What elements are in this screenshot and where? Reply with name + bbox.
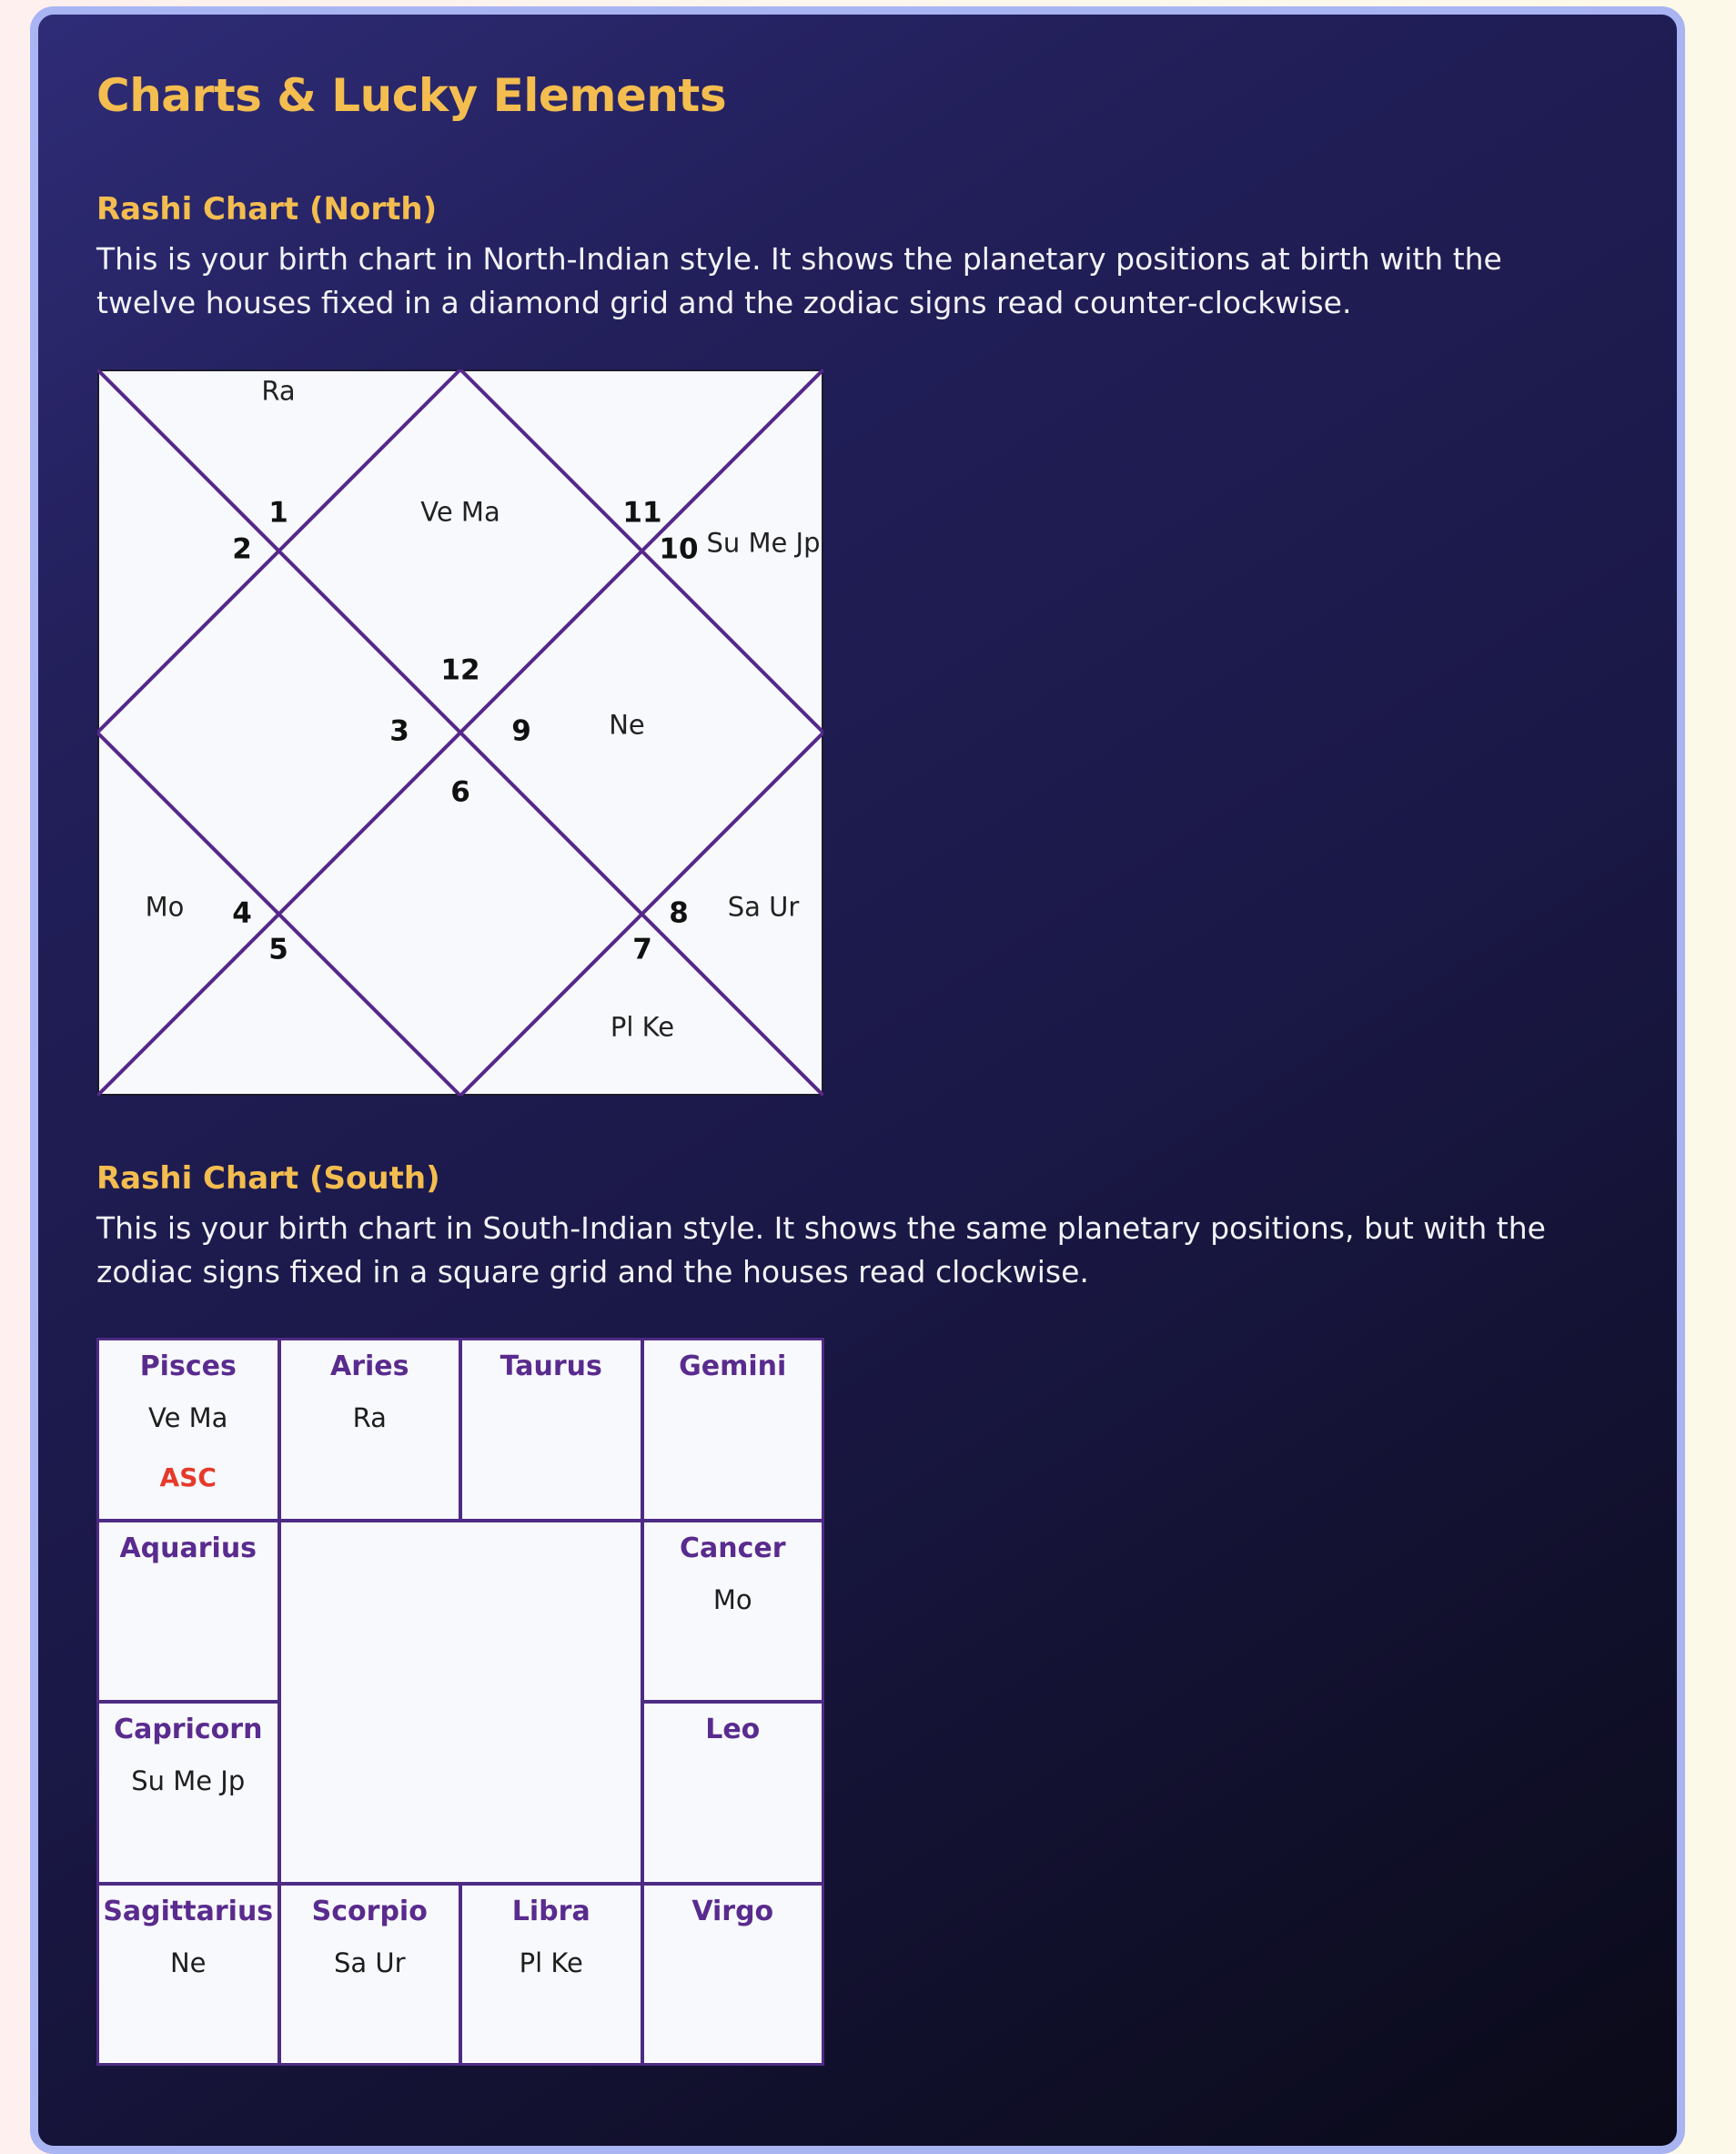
cell-aquarius <box>99 1522 278 1701</box>
cell-planets <box>644 1950 823 1977</box>
cell-planets: Sa Ur <box>333 1947 406 1978</box>
cell-sagittarius <box>99 1886 278 2064</box>
cell-taurus <box>462 1340 641 1519</box>
ascendant-marker: ASC <box>159 1462 217 1492</box>
cell-planets: Ne <box>169 1947 207 1978</box>
south-chart-description: This is your birth chart in South-Indian style. It shows the same planetary positions, but with the zodiac signs fixed in a square grid and the houses read clockwise. <box>96 1210 1546 1289</box>
page-title: Charts & Lucky Elements <box>96 69 727 122</box>
planets-house-2: Ra <box>261 375 296 407</box>
cell-planets <box>644 1768 823 1795</box>
north-chart-description: This is your birth chart in North-Indian style. It shows the planetary positions at birth with the twelve houses fixed in a diamond grid and the zodiac signs read counter-clockwise. <box>96 241 1502 320</box>
planets-house-8: Sa Ur <box>727 891 800 923</box>
cell-planets: Su Me Jp <box>131 1765 246 1796</box>
chart-center-blank <box>281 1522 641 1882</box>
cell-virgo <box>644 1886 823 2064</box>
cell-capricorn <box>99 1704 278 1882</box>
north-chart-lines <box>97 369 823 1096</box>
house-number-7: 7 <box>632 933 652 966</box>
south-indian-chart <box>96 1338 824 2066</box>
house-number-8: 8 <box>669 896 689 930</box>
cell-planets <box>462 1405 641 1431</box>
cell-gemini <box>644 1340 823 1519</box>
sign-label: Aquarius <box>119 1532 257 1564</box>
sign-label: Cancer <box>679 1532 786 1564</box>
sign-label: Capricorn <box>114 1714 263 1745</box>
planets-house-11: Su Me Jp <box>706 527 821 559</box>
planets-house-7: Pl Ke <box>610 1011 675 1043</box>
house-number-5: 5 <box>268 933 288 966</box>
sign-label: Scorpio <box>311 1895 428 1927</box>
cell-planets: Pl Ke <box>519 1947 583 1978</box>
north-indian-chart <box>97 369 823 1096</box>
house-number-10: 10 <box>659 532 699 566</box>
cell-planets: Mo <box>712 1583 752 1615</box>
cell-pisces <box>99 1340 278 1519</box>
house-number-2: 2 <box>232 532 252 566</box>
house-number-6: 6 <box>450 775 470 809</box>
cell-planets <box>99 1587 278 1613</box>
planets-house-1: Ve Ma <box>420 496 500 528</box>
sign-label: Sagittarius <box>103 1895 274 1927</box>
cell-planets: Ra <box>352 1402 387 1433</box>
north-chart-heading: Rashi Chart (North) <box>96 191 438 228</box>
sign-label: Pisces <box>139 1350 237 1382</box>
planets-house-10: Ne <box>609 709 645 741</box>
planets-house-4: Mo <box>145 891 185 923</box>
sign-label: Gemini <box>679 1350 787 1382</box>
cell-cancer <box>644 1522 823 1701</box>
sign-label: Taurus <box>500 1350 602 1382</box>
house-number-3: 3 <box>389 714 409 748</box>
house-number-1: 1 <box>268 496 288 530</box>
sign-label: Virgo <box>691 1895 774 1927</box>
cell-aries <box>281 1340 459 1519</box>
cell-leo <box>644 1704 823 1882</box>
cell-planets: Ve Ma <box>148 1402 228 1433</box>
south-chart-heading: Rashi Chart (South) <box>96 1160 440 1197</box>
house-number-11: 11 <box>622 496 662 530</box>
cell-planets <box>644 1405 823 1431</box>
house-number-9: 9 <box>511 714 531 748</box>
house-number-4: 4 <box>232 896 252 930</box>
cell-scorpio <box>281 1886 459 2064</box>
sign-label: Libra <box>511 1895 590 1927</box>
sign-label: Aries <box>330 1350 409 1382</box>
sign-label: Leo <box>705 1714 761 1745</box>
cell-libra <box>462 1886 641 2064</box>
house-number-12: 12 <box>440 653 480 687</box>
